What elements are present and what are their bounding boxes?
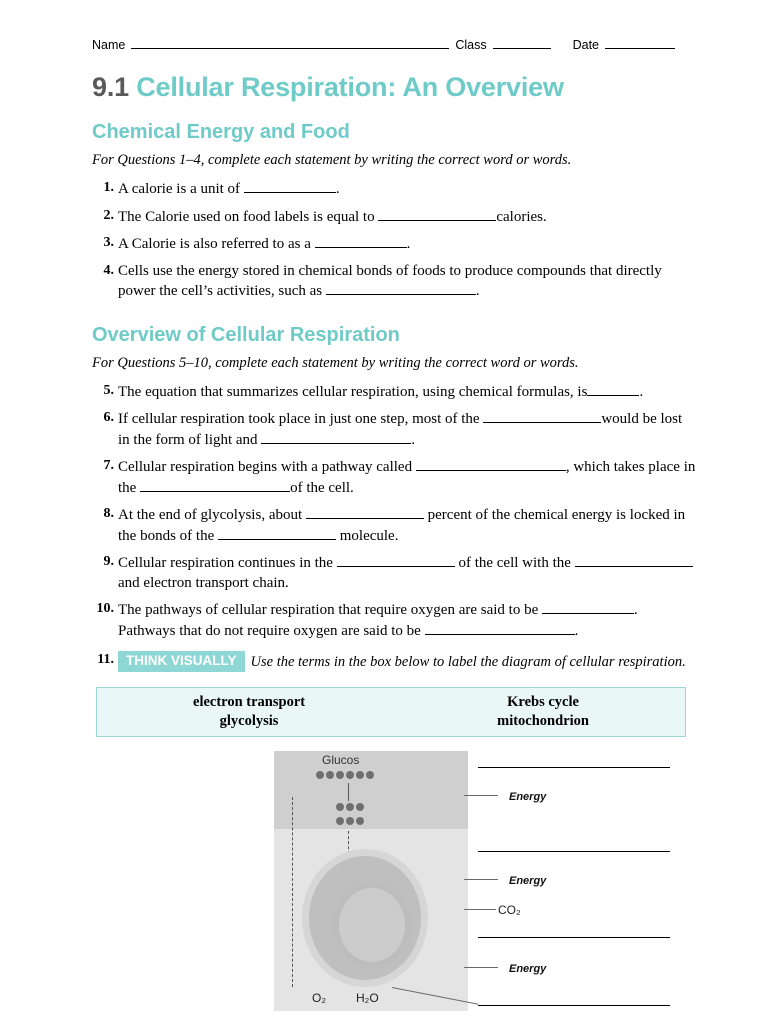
answer-blank[interactable]	[575, 553, 693, 567]
question-text-tail: calories.	[496, 208, 547, 225]
question-text-tail: molecule.	[335, 527, 399, 544]
answer-blank[interactable]	[542, 600, 634, 614]
word-bank-column-left	[193, 693, 305, 729]
question-text-mid: percent of the chemical energy is locked in the bonds of the	[118, 507, 686, 544]
energy-label-2: Energy	[509, 874, 547, 887]
word-bank-box	[96, 687, 686, 737]
lesson-title-text: Cellular Respiration: An Overview	[136, 72, 564, 102]
question-text: The pathways of cellular respiration that require oxygen are said to be	[118, 602, 543, 618]
diagram-area	[92, 751, 697, 1019]
energy-label-1: Energy	[509, 790, 547, 803]
name-blank[interactable]	[131, 36, 449, 49]
connector-line-co2	[464, 909, 496, 910]
connector-line-energy-3	[464, 967, 498, 968]
pyruvate-molecule-icon-2	[336, 817, 364, 825]
glycolysis-arrow	[348, 783, 349, 801]
answer-blank[interactable]	[337, 553, 455, 567]
question-number: 4.	[103, 262, 114, 278]
word-bank-term: electron transport	[193, 694, 306, 711]
answer-blank[interactable]	[378, 207, 496, 221]
think-visually-text: Use the terms in the box below to label the diagram of cellular respiration.	[250, 654, 686, 670]
question-text-tail: .	[406, 236, 411, 252]
question-item	[92, 207, 697, 228]
diagram-answer-line-2[interactable]	[478, 851, 670, 852]
question-number: 1.	[103, 180, 114, 195]
energy-label-3: Energy	[509, 962, 547, 975]
glucose-label: Glucos	[322, 752, 360, 767]
connector-line-energy-2	[464, 879, 498, 880]
question-number: 11.	[97, 652, 114, 667]
question-number: 5.	[103, 382, 114, 398]
page-title	[92, 72, 697, 103]
question-text: A Calorie is also referred to as a	[118, 236, 315, 252]
question-item	[92, 505, 697, 546]
question-list-2	[92, 382, 697, 673]
answer-blank[interactable]	[261, 430, 411, 444]
question-text: If cellular respiration took place in just one step, most of the	[118, 411, 484, 427]
question-number: 8.	[103, 506, 114, 521]
question-text: Cellular respiration continues in the	[118, 555, 337, 571]
diagram-answer-line-1[interactable]	[478, 767, 670, 768]
think-visually-badge: THINK VISUALLY	[118, 651, 245, 672]
think-visually-item	[92, 651, 697, 673]
question-text-mid: . Pathways that do not require oxygen are said to be	[118, 602, 638, 639]
lesson-number: 9.1	[92, 72, 129, 102]
answer-blank[interactable]	[244, 179, 336, 193]
dashed-path-left	[292, 797, 293, 987]
answer-blank[interactable]	[326, 281, 476, 295]
class-label: Class	[455, 38, 487, 52]
student-header-row	[92, 36, 697, 52]
answer-blank[interactable]	[306, 505, 424, 519]
h2o-label: H₂O	[356, 990, 379, 1005]
question-text-mid: , which takes place in the	[118, 459, 696, 496]
question-item	[92, 234, 697, 255]
word-bank-term: mitochondrion	[497, 712, 589, 729]
o2-label: O₂	[312, 990, 326, 1005]
section-directions-1: For Questions 1–4, complete each statement by writing the correct word or words.	[92, 152, 572, 168]
word-bank-column-right	[497, 693, 589, 729]
answer-blank[interactable]	[315, 234, 407, 248]
question-text-tail: and electron transport chain.	[118, 574, 289, 591]
connector-line-energy-1	[464, 795, 498, 796]
question-text: The Calorie used on food labels is equal to	[118, 208, 379, 225]
question-number: 6.	[103, 410, 114, 425]
question-item	[92, 262, 697, 302]
question-text: Cellular respiration begins with a pathway called	[118, 459, 416, 475]
question-text-tail: .	[574, 622, 579, 639]
section-heading-2: Overview of Cellular Respiration	[92, 323, 400, 346]
date-blank[interactable]	[605, 36, 675, 49]
question-item	[92, 553, 697, 593]
question-item	[92, 382, 697, 403]
answer-blank[interactable]	[416, 457, 566, 471]
question-text: A calorie is a unit of	[118, 181, 244, 197]
question-number: 7.	[103, 458, 114, 473]
question-text: At the end of glycolysis, about	[118, 507, 306, 523]
answer-blank[interactable]	[587, 382, 639, 396]
cytoplasm-band	[274, 751, 468, 829]
answer-blank[interactable]	[140, 478, 290, 492]
question-item	[92, 179, 697, 200]
question-item	[92, 457, 697, 498]
question-number: 10.	[96, 601, 114, 616]
date-label: Date	[572, 38, 600, 52]
co2-label: CO₂	[498, 902, 521, 917]
question-number: 2.	[103, 207, 114, 223]
answer-blank[interactable]	[218, 526, 336, 540]
question-text: Cells use the energy stored in chemical bonds of foods to produce compounds that directly power the cell’s activities, such as	[118, 262, 662, 299]
mitochondrion-shape	[302, 849, 428, 987]
word-bank-term: Krebs cycle	[507, 694, 579, 711]
question-item	[92, 600, 697, 641]
diagram-answer-line-4[interactable]	[478, 1005, 670, 1006]
answer-blank[interactable]	[425, 621, 575, 635]
section-heading-1: Chemical Energy and Food	[92, 121, 350, 143]
question-text-tail: .	[411, 431, 416, 448]
class-blank[interactable]	[493, 36, 551, 49]
question-text-tail: of the cell.	[290, 479, 354, 496]
glucose-molecule-icon	[316, 771, 374, 779]
pyruvate-molecule-icon	[336, 803, 364, 811]
question-text: The equation that summarizes cellular respiration, using chemical formulas, is	[118, 383, 588, 400]
question-text-tail: .	[335, 181, 340, 197]
diagram-answer-line-3[interactable]	[478, 937, 670, 938]
question-number: 9.	[103, 554, 114, 569]
question-item	[92, 409, 697, 450]
question-list-1	[92, 179, 697, 302]
section-directions-2: For Questions 5–10, complete each statement by writing the correct word or words.	[92, 354, 579, 371]
question-text-mid: would be lost in the form of light and	[118, 411, 683, 448]
mitochondrion-matrix	[333, 882, 411, 968]
answer-blank[interactable]	[483, 409, 601, 423]
question-number: 3.	[103, 235, 114, 250]
question-text-tail: .	[475, 283, 480, 299]
question-text-tail: .	[639, 383, 644, 400]
name-label: Name	[92, 38, 126, 52]
question-text-mid: of the cell with the	[454, 555, 575, 571]
cellular-respiration-diagram	[274, 751, 468, 1011]
word-bank-term: glycolysis	[219, 712, 279, 729]
